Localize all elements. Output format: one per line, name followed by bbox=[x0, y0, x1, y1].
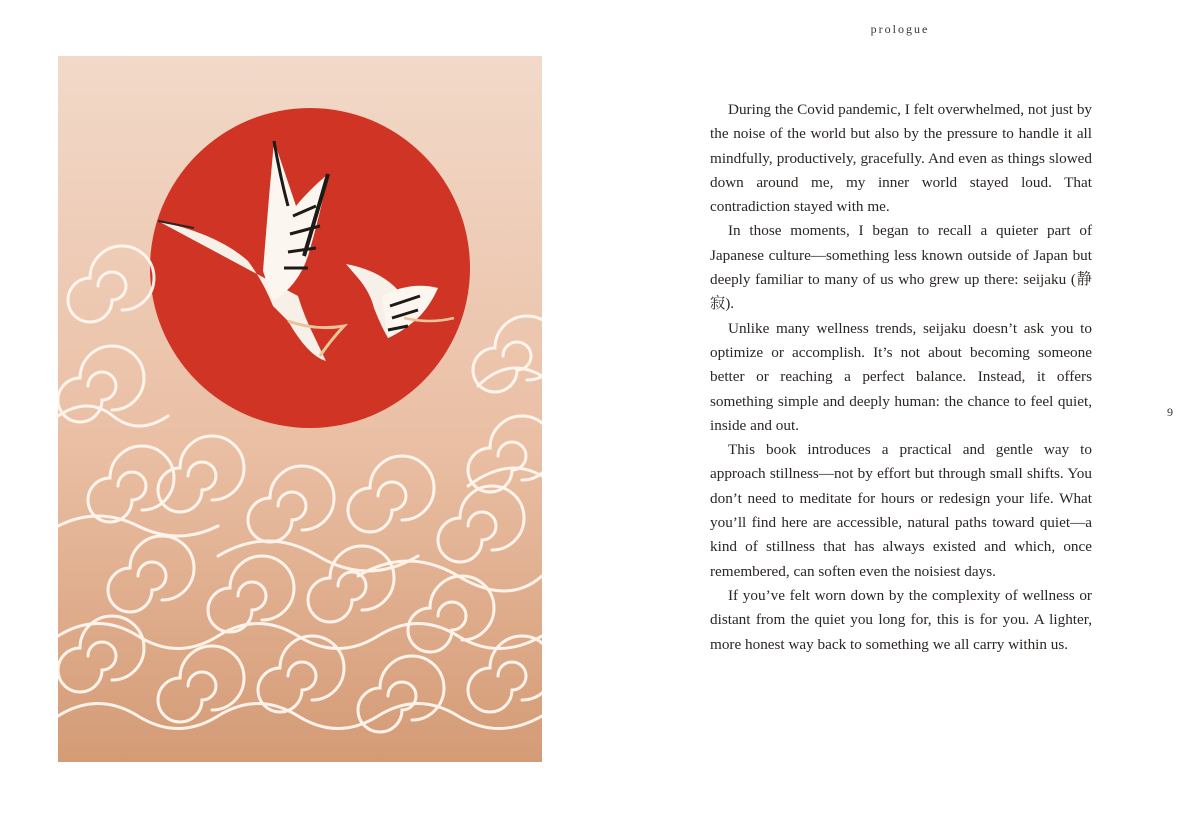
page-number: 9 bbox=[1167, 405, 1173, 419]
paragraph: In those moments, I began to recall a quieter part of Japanese culture—something less known outside of Japan but deeply familiar to many of us who grew up there: seijaku (静寂). bbox=[710, 222, 1092, 313]
crane-sun-illustration bbox=[58, 56, 542, 762]
paragraph: During the Covid pandemic, I felt overwhelmed, not just by the noise of the world but also by the pressure to handle it all mindfully, productively, gracefully. And even as things slowed down around me, my inner world stayed loud. That contradiction stayed with me. bbox=[710, 101, 1093, 216]
paragraph: If you’ve felt worn down by the complexity of wellness or distant from the quiet you long for, this is for you. A lighter, more honest way back to something we all carry within us. bbox=[710, 586, 1092, 653]
running-header: prologue bbox=[870, 22, 930, 36]
paragraph: Unlike many wellness trends, seijaku doesn’t ask you to optimize or accomplish. It’s not about becoming someone better or reaching a perfect balance. Instead, it offers something simple and deeply human: the chance to feel quiet, inside and out. bbox=[710, 319, 1092, 434]
red-sun-icon bbox=[150, 108, 470, 428]
paragraph: This book introduces a practical and gentle way to approach stillness—not by effort but through small shifts. You don’t need to meditate for hours or redesign your life. What you’ll find here are accessible, natural paths toward quiet—a kind of stillness that has always existed and which, once remembered, can soften even the noisiest days. bbox=[710, 441, 1092, 580]
prologue-body bbox=[710, 98, 1092, 657]
